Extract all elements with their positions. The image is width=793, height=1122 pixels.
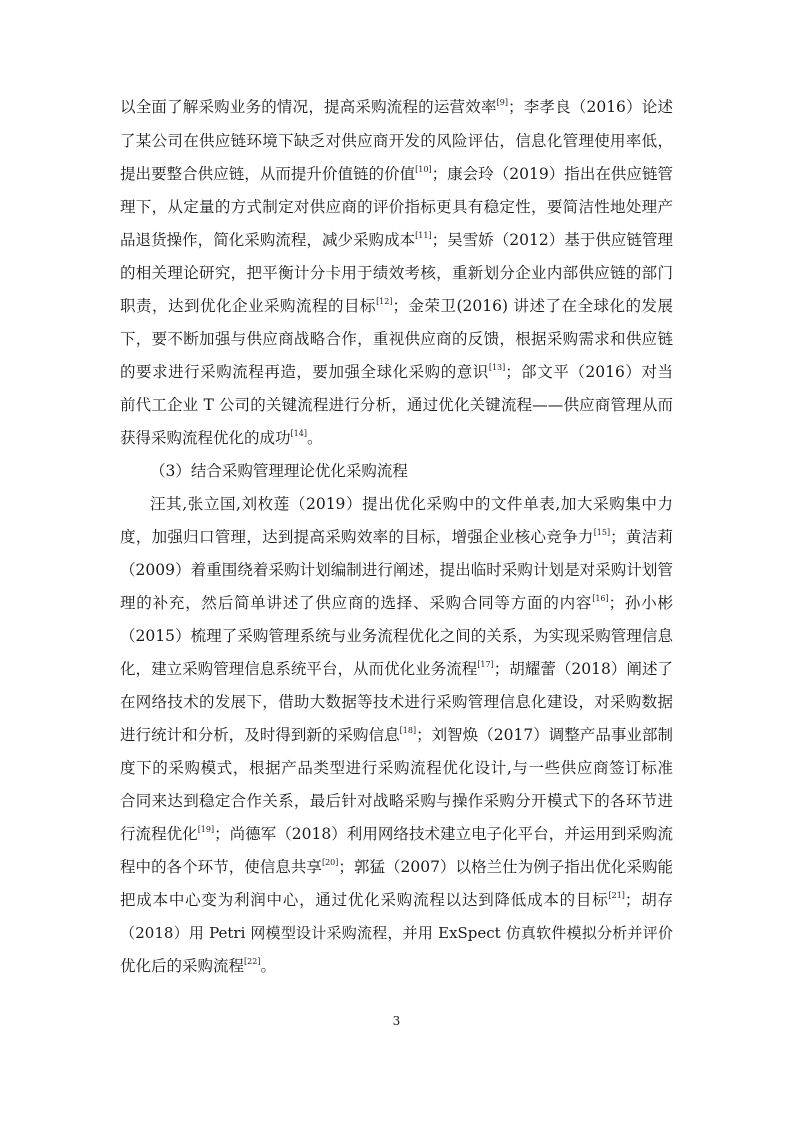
text-line: （2009）着重围绕着采购计划编制进行阐述，提出临时采购计划是对采购计划管 (120, 561, 673, 579)
text-line: 职责，达到优化企业采购流程的目标[12]；金荣卫(2016) 讲述了在全球化的发展 (120, 297, 673, 315)
text-line: 度下的采购模式，根据产品类型进行采购流程优化设计,与一些供应商签订标准 (120, 759, 673, 777)
citation: [13] (488, 363, 506, 372)
text-line: （2018）用 Petri 网模型设计采购流程，并用 ExSpect 仿真软件模拟分析并评价 (120, 924, 673, 942)
text-line: 获得采购流程优化的成功[14]。 (120, 429, 323, 447)
citation: [16] (592, 594, 609, 603)
text-line: 优化后的采购流程[22]。 (120, 957, 276, 975)
text-line: 度，加强归口管理，达到提高采购效率的目标，增强企业核心竞争力[15]；黄洁莉 (120, 528, 673, 546)
text-line: 下，要不断加强与供应商战略合作，重视供应商的反馈，根据采购需求和供应链 (120, 330, 673, 348)
text-line: 了某公司在供应链环境下缺乏对供应商开发的风险评估，信息化管理使用率低， (120, 132, 673, 150)
text-line: 合同来达到稳定合作关系，最后针对战略采购与操作采购分开模式下的各环节进 (120, 792, 673, 810)
text-line: 把成本中心变为利润中心，通过优化采购流程以达到降低成本的目标[21]；胡存 (120, 891, 673, 909)
text-line: 汪其,张立国,刘枚莲（2019）提出优化采购中的文件单表,加大采购集中力 (150, 495, 673, 513)
page-number: 3 (392, 1014, 401, 1028)
citation: [18] (399, 726, 417, 735)
citation: [17] (477, 660, 494, 669)
citation: [22] (244, 957, 261, 966)
text-line: 理的补充，然后简单讲述了供应商的选择、采购合同等方面的内容[16]；孙小彬 (120, 594, 673, 612)
text-line: 前代工企业 T 公司的关键流程进行分析，通过优化关键流程——供应商管理从而 (120, 396, 673, 414)
text-line: 以全面了解采购业务的情况，提高采购流程的运营效率[9]；李孝良（2016）论述 (120, 98, 673, 116)
text-line: 提出要整合供应链，从而提升价值链的价值[10]；康会玲（2019）指出在供应链管 (120, 165, 673, 183)
text-line: 的相关理论研究，把平衡计分卡用于绩效考核，重新划分企业内部供应链的部门 (120, 264, 673, 282)
citation: [9] (496, 98, 508, 107)
citation: [11] (415, 231, 432, 240)
citation: [12] (376, 297, 393, 306)
section-heading: （3）结合采购管理理论优化采购流程 (150, 462, 408, 480)
citation: [10] (415, 165, 432, 174)
text-line: 化，建立采购管理信息系统平台，从而优化业务流程[17]；胡耀蕾（2018）阐述了 (120, 660, 673, 678)
text-line: 程中的各个环节，使信息共享[20]；郭猛（2007）以格兰仕为例子指出优化采购能 (120, 858, 673, 876)
citation: [14] (290, 429, 307, 438)
citation: [15] (593, 528, 611, 537)
text-line: 理下，从定量的方式制定对供应商的评价指标更具有稳定性，要简洁性地处理产 (120, 198, 673, 216)
text-line: 的要求进行采购流程再造，要加强全球化采购的意识[13]；郃文平（2016）对当 (120, 363, 673, 381)
text-line: 品退货操作，简化采购流程，减少采购成本[11]；吴雪娇（2012）基于供应链管理 (120, 231, 673, 249)
text-line: 进行统计和分析，及时得到新的采购信息[18]；刘智焕（2017）调整产品事业部制 (120, 726, 673, 744)
citation: [21] (608, 891, 625, 900)
citation: [19] (197, 825, 215, 834)
text-line: 行流程优化[19]；尚德军（2018）利用网络技术建立电子化平台，并运用到采购流 (120, 825, 673, 843)
citation: [20] (321, 858, 339, 867)
text-line: 在网络技术的发展下，借助大数据等技术进行采购管理信息化建设，对采购数据 (120, 693, 673, 711)
text-line: （2015）梳理了采购管理系统与业务流程优化之间的关系，为实现采购管理信息 (120, 627, 673, 645)
